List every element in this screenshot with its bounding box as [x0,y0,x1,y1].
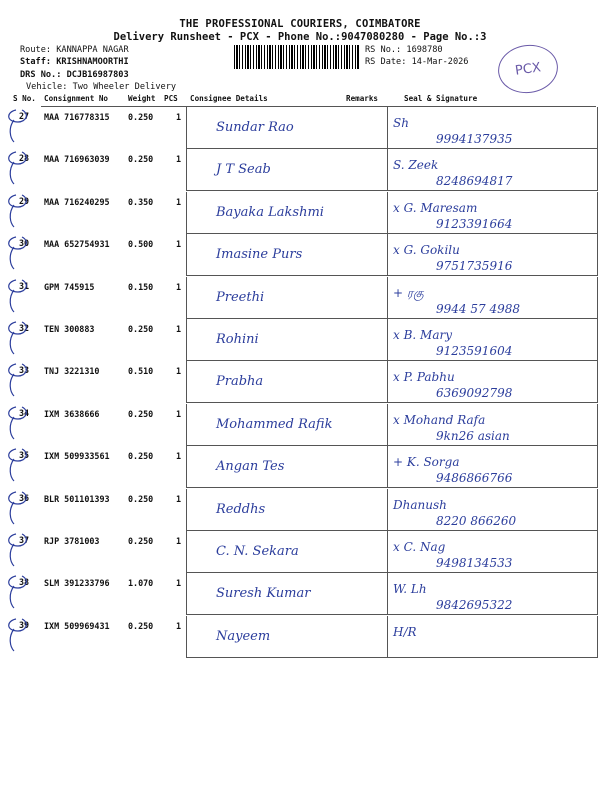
tick-mark [0,360,40,402]
consignment-number: MAA 652754931 [44,239,110,249]
serial-number: 34 [19,408,30,418]
handwriting [41,404,596,447]
receiver-phone: 9994137935 [436,132,513,146]
table-row [41,531,596,573]
serial-number: 30 [19,238,30,248]
consignment-number: IXM 509933561 [44,451,110,461]
receiver-signature: x B. Mary [393,328,452,342]
receiver-phone: 9486866766 [436,471,513,485]
rs-number: RS No.: 1698780 [365,45,443,55]
consignment-number: TNJ 3221310 [44,366,100,376]
col-seal: Seal & Signature [404,94,478,103]
serial-number: 38 [19,577,30,587]
handwriting [41,531,596,574]
barcode-image [234,45,360,69]
receiver-phone: 8248694817 [436,174,513,188]
tick-mark [0,403,40,445]
weight-value: 0.250 [128,494,154,504]
tick-mark [0,233,40,275]
consignment-number: TEN 300883 [44,324,95,334]
receiver-signature: x Mohand Rafa [393,413,486,427]
table-row [41,616,596,658]
receiver-phone: 9751735916 [436,259,513,273]
serial-number: 39 [19,620,30,630]
consignee-name-handwritten: Rohini [216,332,259,347]
receiver-signature: + K. Sorga [393,455,460,469]
tick-mark [0,615,40,657]
table-row [41,489,596,531]
serial-cell [0,530,40,572]
receiver-phone: 8220 866260 [436,514,517,528]
tick-mark [0,148,40,190]
pcx-stamp [495,41,561,97]
runsheet-table [41,106,596,659]
handwriting [41,192,596,235]
consignment-number: RJP 3781003 [44,536,100,546]
handwriting [41,616,596,659]
tick-mark [0,276,40,318]
serial-cell [0,403,40,445]
pcs-value: 1 [176,409,182,419]
col-remarks: Remarks [346,94,379,103]
consignee-name-handwritten: Sundar Rao [216,120,294,135]
table-row [41,149,596,191]
weight-value: 0.250 [128,154,154,164]
consignment-number: GPM 745915 [44,282,95,292]
handwriting [41,107,596,150]
pcs-value: 1 [176,197,182,207]
receiver-phone: 9842695322 [436,598,513,612]
consignee-name-handwritten: Reddhs [216,502,266,517]
weight-value: 0.350 [128,197,154,207]
table-row [41,319,596,361]
handwriting [41,149,596,192]
receiver-signature: x G. Gokilu [393,243,460,257]
tick-mark [0,318,40,360]
tick-mark [0,445,40,487]
table-row [41,234,596,276]
table-row [41,573,596,615]
col-consignment: Consignment No [44,94,109,103]
handwriting [41,277,596,320]
tick-mark [0,488,40,530]
consignee-name-handwritten: Bayaka Lakshmi [216,205,324,220]
col-sno: S No. [13,94,36,103]
receiver-signature: S. Zeek [393,158,439,172]
rs-date: RS Date: 14-Mar-2026 [365,57,469,67]
serial-number: 31 [19,281,30,291]
pcs-value: 1 [176,324,182,334]
receiver-phone: 9498134533 [436,556,513,570]
weight-value: 0.150 [128,282,154,292]
weight-value: 0.500 [128,239,154,249]
receiver-signature: x G. Maresam [393,201,478,215]
handwriting [41,489,596,532]
company-title: THE PROFESSIONAL COURIERS, COIMBATORE [179,18,421,30]
col-consignee: Consignee Details [190,94,268,103]
handwriting [41,234,596,277]
tick-mark [0,572,40,614]
consignment-number: BLR 501101393 [44,494,110,504]
consignment-number: MAA 716778315 [44,112,110,122]
table-row [41,107,596,149]
tick-mark [0,530,40,572]
consignment-number: IXM 3638666 [44,409,100,419]
consignee-name-handwritten: Angan Tes [216,459,285,474]
pcs-value: 1 [176,282,182,292]
consignee-name-handwritten: Mohammed Rafik [216,417,333,432]
serial-cell [0,318,40,360]
col-pcs: PCS [164,94,178,103]
pcs-value: 1 [176,536,182,546]
vehicle-label: Vehicle: Two Wheeler Delivery [26,82,177,92]
consignee-name-handwritten: Preethi [216,290,265,305]
consignment-number: SLM 391233796 [44,578,110,588]
consignee-name-handwritten: J T Seab [216,162,271,177]
receiver-signature: x P. Pabhu [393,370,455,384]
pcs-value: 1 [176,366,182,376]
pcs-value: 1 [176,112,182,122]
pcs-value: 1 [176,494,182,504]
pcs-value: 1 [176,578,182,588]
receiver-phone: 6369092798 [436,386,513,400]
consignment-number: MAA 716240295 [44,197,110,207]
weight-value: 0.250 [128,451,154,461]
serial-number: 32 [19,323,30,333]
serial-number: 29 [19,196,30,206]
consignee-name-handwritten: Suresh Kumar [216,586,311,601]
weight-value: 1.070 [128,578,154,588]
handwriting [41,319,596,362]
consignee-name-handwritten: C. N. Sekara [216,544,299,559]
receiver-signature: x C. Nag [393,540,446,554]
weight-value: 0.510 [128,366,154,376]
handwriting [41,573,596,616]
receiver-phone: 9123391664 [436,217,513,231]
staff-label: Staff: KRISHNAMOORTHI [20,57,129,67]
tick-mark [0,106,40,148]
table-row [41,277,596,319]
weight-value: 0.250 [128,621,154,631]
weight-value: 0.250 [128,536,154,546]
serial-cell [0,106,40,148]
serial-number: 35 [19,450,30,460]
serial-cell [0,360,40,402]
serial-cell [0,148,40,190]
runsheet-title: Delivery Runsheet - PCX - Phone No.:9047080280 - Page No.:3 [113,31,487,43]
weight-value: 0.250 [128,112,154,122]
receiver-signature: + ரகு [393,286,424,300]
consignment-number: IXM 509969431 [44,621,110,631]
table-row [41,192,596,234]
receiver-signature: W. Lh [393,582,427,596]
serial-cell [0,445,40,487]
pcs-value: 1 [176,621,182,631]
weight-value: 0.250 [128,324,154,334]
receiver-signature: H/R [393,625,417,639]
receiver-phone: 9123591604 [436,344,513,358]
col-weight: Weight [128,94,156,103]
table-row [41,404,596,446]
serial-cell [0,488,40,530]
receiver-phone: 9kn26 asian [436,429,510,443]
serial-number: 27 [19,111,30,121]
serial-cell [0,191,40,233]
serial-cell [0,615,40,657]
tick-mark [0,191,40,233]
handwriting [41,446,596,489]
weight-value: 0.250 [128,409,154,419]
receiver-signature: Dhanush [393,498,447,512]
pcs-value: 1 [176,239,182,249]
pcs-value: 1 [176,451,182,461]
route-label: Route: KANNAPPA NAGAR [20,45,129,55]
stamp-text: PCX [514,59,542,79]
handwriting [41,361,596,404]
serial-number: 28 [19,153,30,163]
serial-number: 36 [19,493,30,503]
serial-cell [0,572,40,614]
serial-cell [0,276,40,318]
serial-number: 33 [19,365,30,375]
consignee-name-handwritten: Imasine Purs [216,247,303,262]
receiver-signature: Sh [393,116,409,130]
consignee-name-handwritten: Nayeem [216,629,271,644]
serial-number: 37 [19,535,30,545]
serial-cell [0,233,40,275]
table-row [41,446,596,488]
drs-number: DRS No.: DCJB16987803 [20,70,129,80]
consignee-name-handwritten: Prabha [216,374,264,389]
table-row [41,361,596,403]
consignment-number: MAA 716963039 [44,154,110,164]
pcs-value: 1 [176,154,182,164]
receiver-phone: 9944 57 4988 [436,302,520,316]
